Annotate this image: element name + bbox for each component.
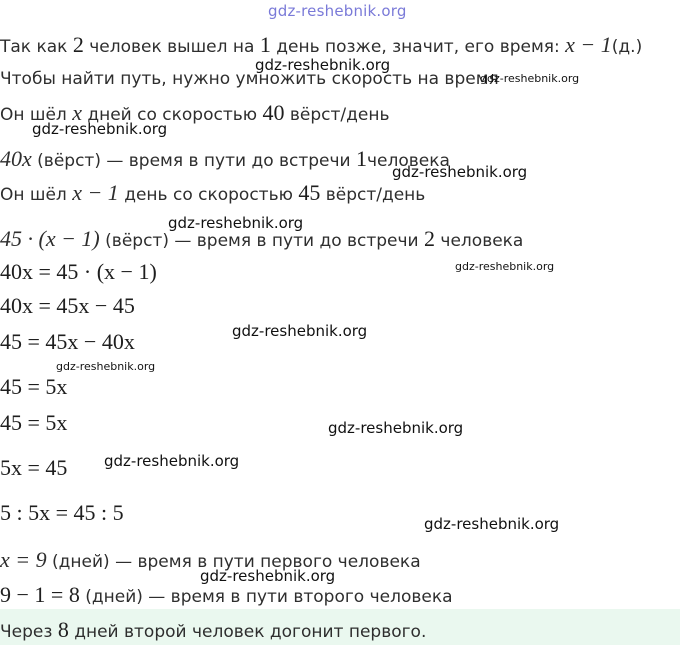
math: x − 1 — [565, 32, 612, 57]
watermark: gdz-reshebnik.org — [32, 120, 168, 138]
text: (вёрст) — время в пути до встречи — [99, 231, 425, 251]
watermark: gdz-reshebnik.org — [424, 515, 560, 533]
text: Так как — [0, 37, 73, 57]
math: 45 — [298, 180, 321, 205]
text: человека — [435, 231, 524, 251]
watermark: gdz-reshebnik.org — [455, 260, 555, 273]
math: 1 — [356, 146, 368, 171]
text: (д.) — [611, 37, 643, 57]
text: Через — [0, 622, 58, 642]
result-line-2 — [0, 582, 453, 608]
equation-5: 45 = 5x — [0, 410, 68, 435]
equation-1: 40x = 45 · (x − 1) — [0, 259, 157, 284]
answer-text — [0, 617, 426, 643]
equation-6: 5x = 45 — [0, 455, 68, 480]
math: x = 9 — [0, 547, 47, 572]
text-line-4 — [0, 146, 450, 172]
text-line-5 — [0, 180, 425, 206]
watermark: gdz-reshebnik.org — [328, 419, 464, 437]
equation-7: 5 : 5x = 45 : 5 — [0, 500, 124, 525]
watermark-top: gdz-reshebnik.org — [268, 2, 407, 20]
math: 9 − 1 = 8 — [0, 582, 80, 607]
math: x — [72, 100, 82, 125]
equation-3: 45 = 45x − 40x — [0, 329, 135, 354]
math: 40 — [262, 100, 285, 125]
text-line-1 — [0, 32, 642, 58]
watermark: gdz-reshebnik.org — [56, 360, 156, 373]
math: 8 — [57, 617, 69, 642]
text-line-2: Чтобы найти путь, нужно умножить скорость на время — [0, 69, 499, 89]
text: Он шёл — [0, 105, 73, 125]
watermark: gdz-reshebnik.org — [104, 452, 240, 470]
math: 45 · (x − 1) — [0, 226, 100, 251]
equation-2: 40x = 45x − 45 — [0, 293, 135, 318]
text: человек вышел на — [83, 37, 260, 57]
answer-box — [0, 609, 680, 645]
text: день позже, значит, его время: — [270, 37, 566, 57]
math: 40x — [0, 146, 32, 171]
watermark: gdz-reshebnik.org — [232, 322, 368, 340]
watermark: gdz-reshebnik.org — [168, 214, 304, 232]
watermark: gdz-reshebnik.org — [392, 163, 528, 181]
text: человека — [367, 151, 450, 171]
text: (дней) — время в пути первого человека — [46, 552, 421, 572]
watermark: gdz-reshebnik.org — [200, 567, 336, 585]
math: 2 — [72, 32, 84, 57]
math: 2 — [424, 226, 436, 251]
math: x − 1 — [72, 180, 119, 205]
text: (вёрст) — время в пути до встречи — [31, 151, 357, 171]
math: 1 — [259, 32, 271, 57]
text: вёрст/день — [284, 105, 390, 125]
text: вёрст/день — [320, 185, 426, 205]
watermark: gdz-reshebnik.org — [480, 72, 580, 85]
text: день со скоростью — [118, 185, 299, 205]
text: дней второй человек догонит первого. — [68, 622, 427, 642]
text: Он шёл — [0, 185, 73, 205]
equation-4: 45 = 5x — [0, 374, 68, 399]
text: дней со скоростью — [81, 105, 263, 125]
watermark: gdz-reshebnik.org — [255, 56, 391, 74]
text: (дней) — время в пути второго человека — [79, 587, 453, 607]
